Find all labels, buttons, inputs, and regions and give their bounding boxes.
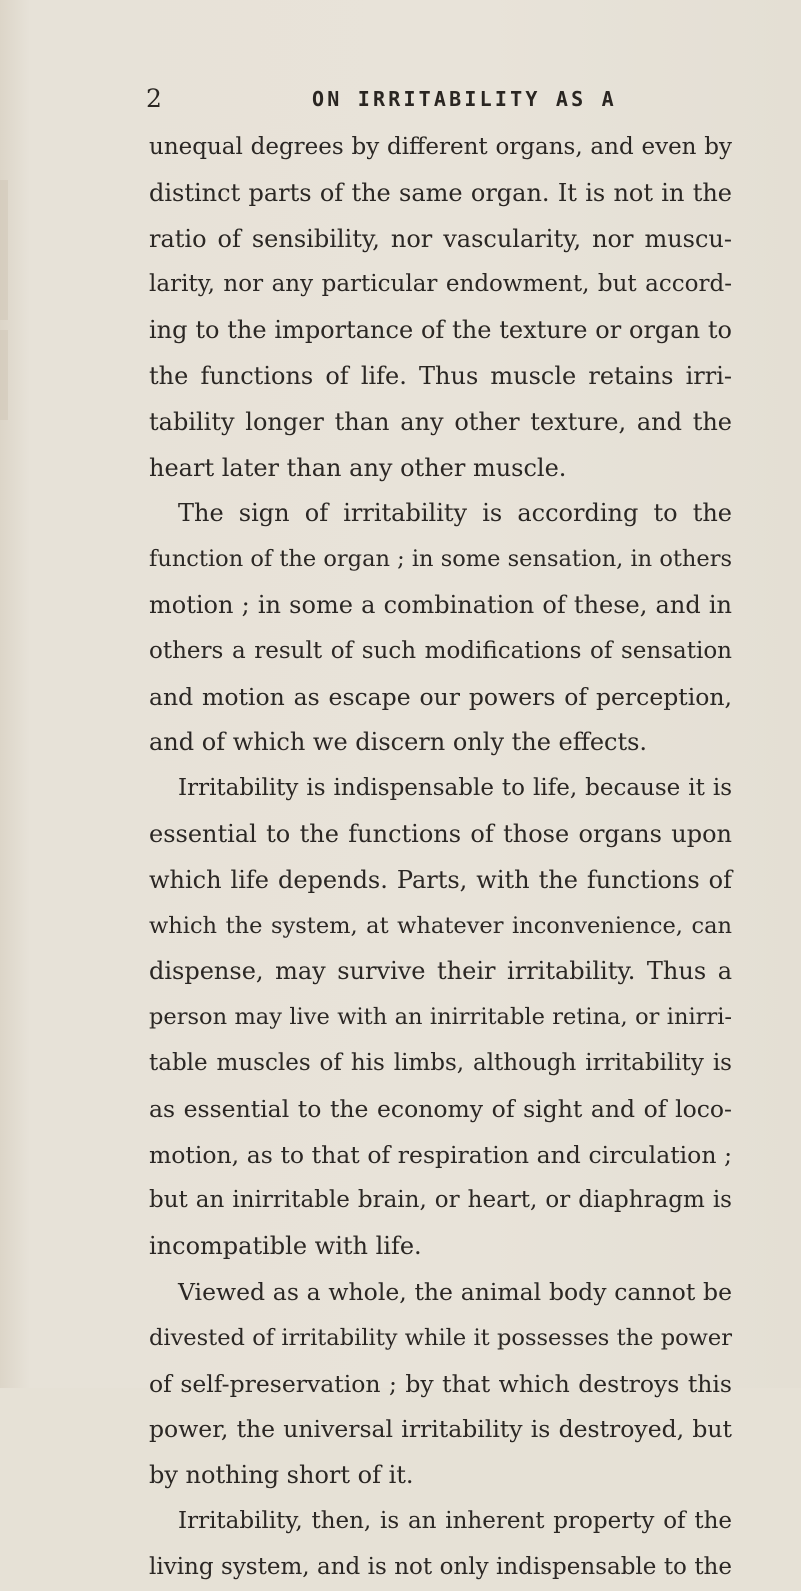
text-line: essential to the functions of those organs upon [149,819,732,848]
text-line: Viewed as a whole, the animal body cannot be [178,1277,732,1306]
text-line: larity, nor any particular endowment, but accord- [149,271,732,298]
text-line: function of the organ ; in some sensation, in others [149,546,733,573]
page-edge-blemish [0,180,8,320]
text-line: power, the universal irritability is destroyed, but [149,1415,732,1444]
text-line: Irritability is indispensable to life, because it is [178,775,732,802]
text-line: tability longer than any other texture, and the [149,407,732,436]
text-line: ratio of sensibility, nor vascularity, nor muscu- [149,224,732,253]
body-text [149,125,732,1591]
text-line: distinct parts of the same organ. It is not in the [149,178,732,207]
text-line: of self-preservation ; by that which destroys this [149,1369,732,1398]
text-line: unequal degrees by different organs, and even by [149,134,732,160]
text-line: and motion as escape our powers of perception, [149,682,732,711]
text-line: heart later than any other muscle. [149,453,567,482]
text-line: incompatible with life. [149,1232,422,1261]
text-line: others a result of such modifications of sensation [149,637,732,664]
page-edge-blemish [0,330,8,420]
text-line: which life depends. Parts, with the functions of [149,865,732,894]
text-line: living system, and is not only indispensable to the [149,1553,732,1580]
text-line: The sign of irritability is according to the [178,499,732,528]
page-header [0,81,801,117]
text-line: the functions of life. Thus muscle retains irri- [149,361,732,390]
text-line: dispense, may survive their irritability. Thus a [149,957,732,986]
text-line: table muscles of his limbs, although irritability is [149,1049,732,1076]
text-line: person may live with an inirritable retina, or inirri- [149,1004,732,1031]
text-line: divested of irritability while it possesses the power [149,1324,732,1351]
running-head: ON IRRITABILITY AS A [312,87,617,111]
text-line: Irritability, then, is an inherent property of the [178,1507,732,1534]
page-number: 2 [146,84,162,113]
text-line: and of which we discern only the effects. [149,728,648,757]
text-line: which the system, at whatever inconvenience, can [149,912,732,939]
text-line: but an inirritable brain, or heart, or diaphragm is [149,1187,732,1214]
text-line: by nothing short of it. [149,1461,414,1490]
text-line: as essential to the economy of sight and of loco- [149,1094,732,1123]
text-line: motion, as to that of respiration and circulation ; [149,1140,732,1169]
text-line: ing to the importance of the texture or organ to [149,316,732,345]
text-line: motion ; in some a combination of these, and in [149,590,732,619]
